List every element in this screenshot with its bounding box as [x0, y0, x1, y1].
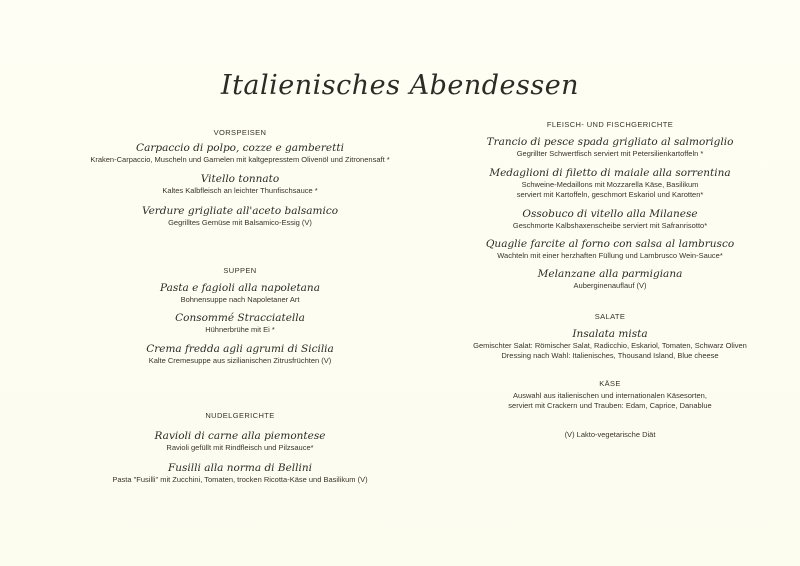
dish-name: Melanzane alla parmigiana: [537, 268, 683, 280]
dish-description: Gegrillter Schwertfisch serviert mit Petersilienkartoffeln *: [516, 149, 704, 158]
vegetarian-legend: (V) Lakto-vegetarische Diät: [564, 430, 656, 439]
section-kaese: KÄSE: [599, 379, 621, 388]
menu-title: Italienisches Abendessen: [220, 70, 580, 101]
dish-name: Crema fredda agli agrumi di Sicilia: [146, 343, 334, 355]
dish-carpaccio: [40, 142, 440, 165]
dish-description: Kaltes Kalbfleisch an leichter Thunfischsauce *: [162, 186, 318, 195]
dish-name: Ravioli di carne alla piemontese: [154, 430, 326, 442]
dish-crema-fredda: [40, 343, 440, 366]
section-salate: SALATE: [594, 312, 626, 321]
section-suppen: SUPPEN: [223, 266, 257, 275]
right-column: [425, 0, 795, 566]
dish-name: Verdure grigliate all'aceto balsamico: [141, 205, 339, 217]
dish-description-2: serviert mit Crackern und Trauben: Edam, Caprice, Danablue: [508, 401, 712, 410]
kaese-description: [425, 391, 795, 411]
dish-description: Geschmorte Kalbshaxenscheibe serviert mit Safranrisotto*: [512, 221, 708, 230]
dish-description: Pasta "Fusilli" mit Zucchini, Tomaten, trocken Ricotta-Käse und Basilikum (V): [112, 475, 368, 484]
dish-name: Fusilli alla norma di Bellini: [168, 462, 312, 474]
dish-description-2: serviert mit Kartoffeln, geschmort Eskariol und Karotten*: [516, 190, 704, 199]
dish-description-2: Dressing nach Wahl: Italienisches, Thousand Island, Blue cheese: [501, 351, 719, 360]
dish-description: Auberginenauflauf (V): [573, 281, 647, 290]
dish-description: Wachteln mit einer herzhaften Füllung und Lambrusco Wein-Sauce*: [497, 251, 723, 260]
dish-melanzane: [425, 268, 795, 291]
dish-insalata-mista: [425, 328, 795, 361]
dish-verdure-grigliate: [40, 205, 440, 228]
dish-name: Insalata mista: [572, 328, 648, 340]
dish-description: Gemischter Salat: Römischer Salat, Radicchio, Eskariol, Tomaten, Schwarz Oliven: [473, 341, 747, 350]
dish-medaglioni: [425, 167, 795, 200]
dish-description: Auswahl aus italienischen und internationalen Käsesorten,: [513, 391, 707, 400]
dish-description: Hühnerbrühe mit Ei *: [205, 325, 275, 334]
dish-name: Ossobuco di vitello alla Milanese: [522, 208, 698, 220]
dish-description: Bohnensuppe nach Napoletaner Art: [180, 295, 300, 304]
section-fleisch-fisch: FLEISCH- UND FISCHGERICHTE: [546, 120, 674, 129]
dish-consomme: [40, 312, 440, 335]
dish-description: Schweine-Medaillons mit Mozzarella Käse, Basilikum: [521, 180, 699, 189]
dish-vitello-tonnato: [40, 173, 440, 196]
dish-trancio-pesce-spada: [425, 136, 795, 159]
dish-name: Consommé Stracciatella: [175, 312, 305, 324]
left-column: [40, 0, 440, 566]
dish-name: Carpaccio di polpo, cozze e gamberetti: [136, 142, 344, 154]
dish-name: Vitello tonnato: [200, 173, 280, 185]
dish-quaglie: [425, 238, 795, 261]
dish-description: Kraken-Carpaccio, Muscheln und Garnelen mit kaltgepresstem Olivenöl und Zitronensaft *: [90, 155, 390, 164]
dish-ravioli: [40, 430, 440, 453]
dish-name: Medaglioni di filetto di maiale alla sorrentina: [489, 167, 731, 179]
dish-name: Trancio di pesce spada grigliato al salmoriglio: [486, 136, 734, 148]
dish-name: Quaglie farcite al forno con salsa al lambrusco: [485, 238, 735, 250]
dish-fusilli: [40, 462, 440, 485]
dish-description: Ravioli gefüllt mit Rindfleisch und Pilzsauce*: [166, 443, 314, 452]
section-vorspeisen: VORSPEISEN: [213, 128, 267, 137]
section-nudelgerichte: NUDELGERICHTE: [205, 411, 275, 420]
dish-ossobuco: [425, 208, 795, 231]
dish-pasta-e-fagioli: [40, 282, 440, 305]
dish-description: Kalte Cremesuppe aus sizilianischen Zitrusfrüchten (V): [148, 356, 332, 365]
dish-description: Gegrilltes Gemüse mit Balsamico-Essig (V): [168, 218, 312, 227]
dish-name: Pasta e fagioli alla napoletana: [160, 282, 320, 294]
